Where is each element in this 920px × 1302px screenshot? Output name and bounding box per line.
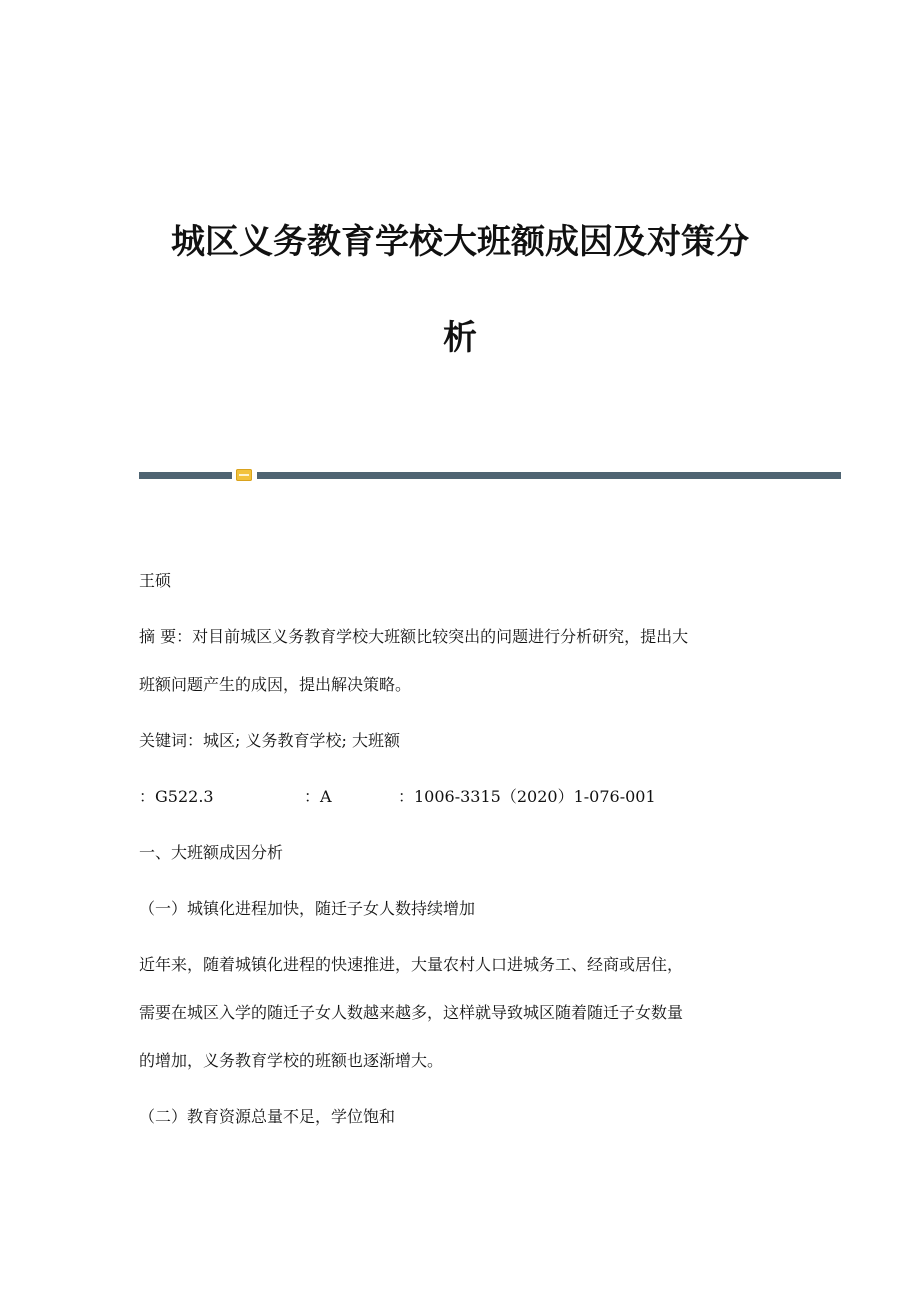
paragraph-line: 的增加，义务教育学校的班额也逐渐增大。 — [139, 1051, 444, 1070]
document-title-line-2: 析 — [443, 318, 477, 358]
keywords: 关键词：城区; 义务教育学校; 大班额 — [139, 731, 400, 750]
abstract-line-2: 班额问题产生的成因，提出解决策略。 — [139, 675, 412, 694]
title-divider — [139, 469, 841, 481]
divider-emblem-icon — [236, 469, 252, 481]
document-title-line-1: 城区义务教育学校大班额成因及对策分 — [171, 222, 749, 262]
subsection-heading-1: （一）城镇化进程加快，随迁子女人数持续增加 — [139, 899, 476, 918]
subsection-heading-2: （二）教育资源总量不足，学位饱和 — [139, 1107, 396, 1126]
document-code: ：A — [304, 787, 332, 806]
divider-bar-left — [139, 472, 232, 479]
paragraph-line: 近年来，随着城镇化进程的快速推进，大量农村人口进城务工、经商或居住， — [139, 955, 684, 974]
abstract-line-1: 摘 要：对目前城区义务教育学校大班额比较突出的问题进行分析研究，提出大 — [139, 627, 689, 646]
section-heading-1: 一、大班额成因分析 — [139, 843, 284, 862]
article-number: ：1006-3315（2020）1-076-001 — [398, 787, 656, 806]
divider-bar-right — [257, 472, 841, 479]
clc-number: ：G522.3 — [139, 787, 214, 806]
author-name: 王硕 — [139, 571, 172, 590]
paragraph-line: 需要在城区入学的随迁子女人数越来越多，这样就导致城区随着随迁子女数量 — [139, 1003, 684, 1022]
